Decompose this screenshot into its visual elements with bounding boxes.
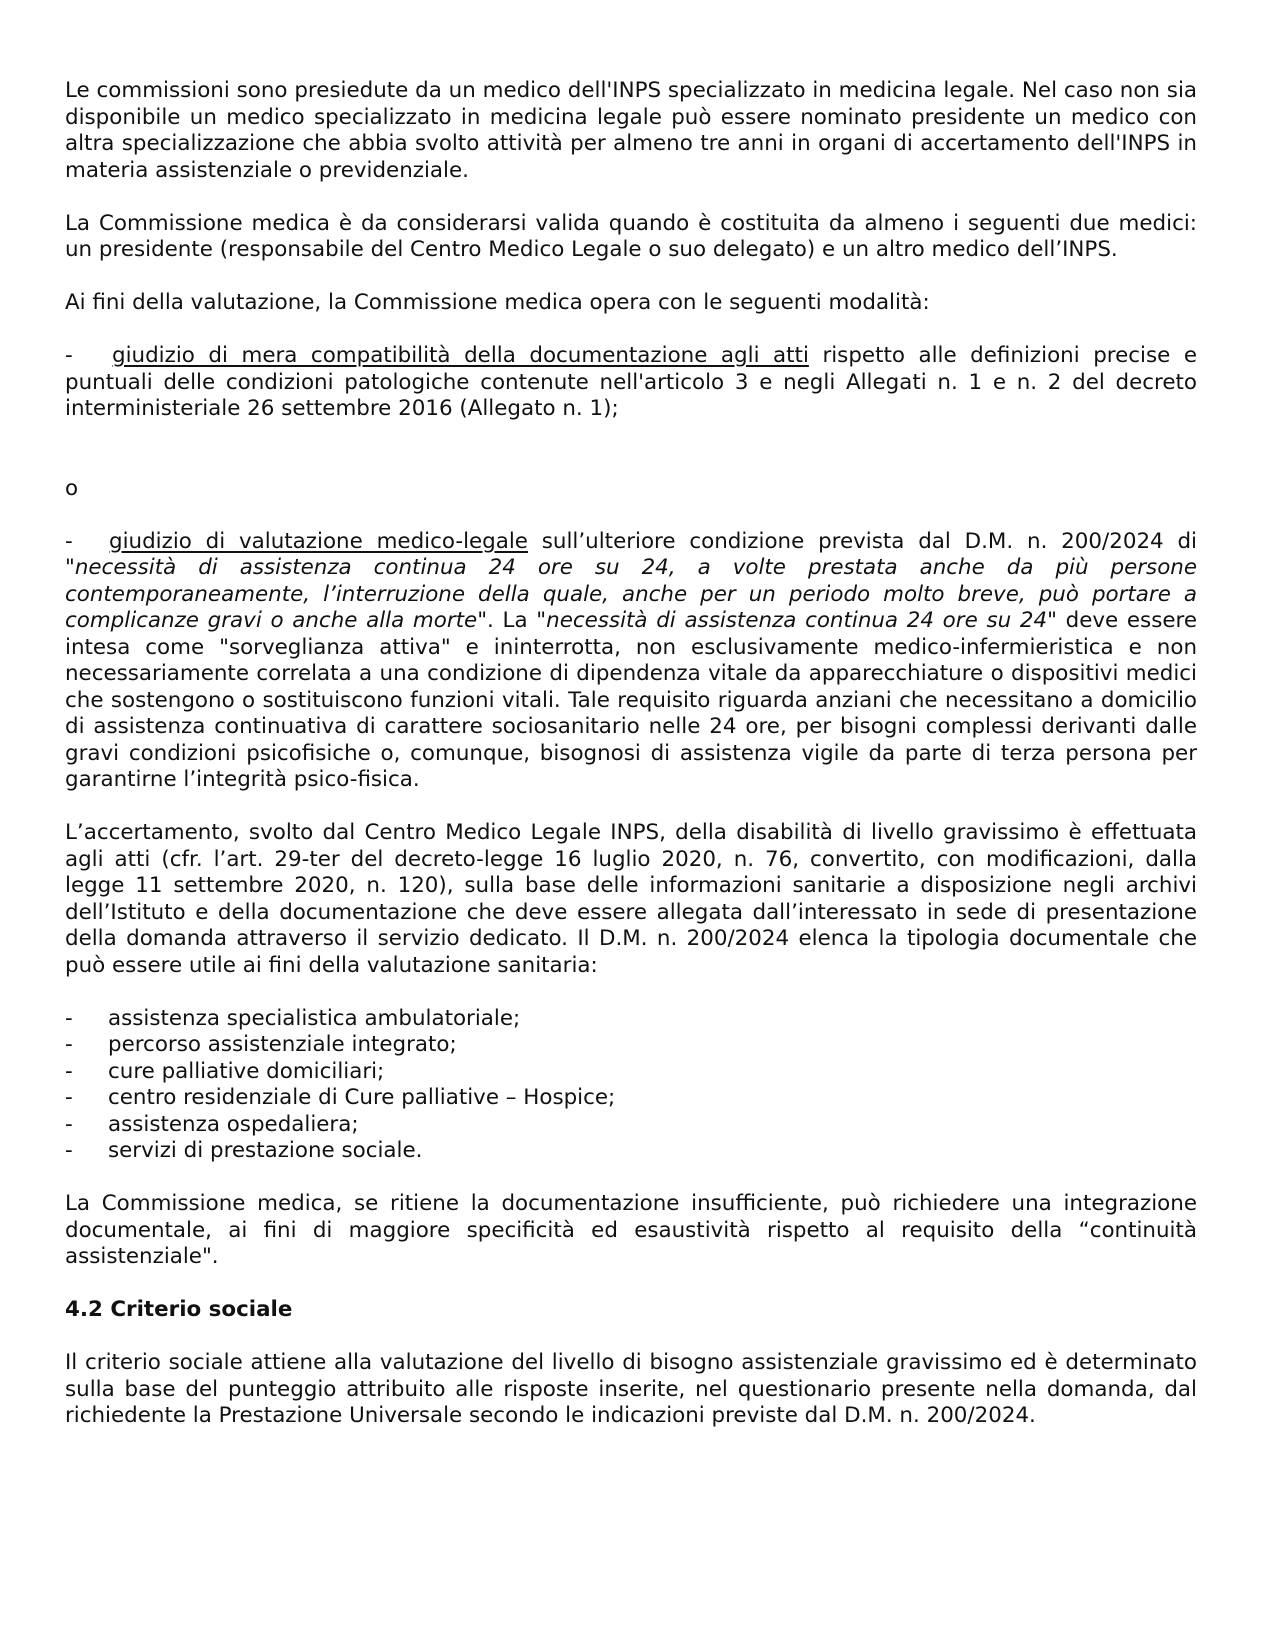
list-dash: - — [65, 528, 73, 554]
mode-compatibility-judgement — [65, 343, 1197, 423]
list-dash: - — [65, 1058, 73, 1084]
underlined-term: giudizio di mera compatibilità della documentazione agli atti — [112, 343, 809, 368]
list-dash: - — [65, 343, 73, 368]
list-dash: - — [65, 1085, 73, 1110]
italic-quote: necessità di assistenza continua 24 ore su 24, a volte prestata anche da più persone contemporaneamente, l’interruzione della quale, anche per un periodo molto breve, può portare a complicanze gravi o anche alla morte — [65, 555, 1197, 633]
paragraph-social-criterion: Il criterio sociale attiene alla valutazione del livello di bisogno assistenziale gravissimo ed è determinato sulla base del punteggio attribuito alle risposte inserite, nel questionario presente nella domanda, dal richiedente la Prestazione Universale secondo le indicazioni previste dal D.M. n. 200/2024. — [65, 1350, 1197, 1428]
paragraph-commission-validity: La Commissione medica è da considerarsi valida quando è costituita da almeno i seguenti due medici: un presidente (responsabile del Centro Medico Legale o suo delegato) e un altro medico dell’INPS. — [65, 210, 1197, 262]
mode-text: " deve essere intesa come "sorveglianza attiva" e ininterrotta, non esclusivamente medico-infermieristica e non necessariamente correlata a una condizione di dipendenza vitale da apparecchiature o dispositivi medici che sostengono o sostituiscono funzioni vitali. Tale requisito riguarda anziani che necessitano a domicilio di assistenza continuativa di carattere sociosanitario nelle 24 ore, per bisogni complessi derivanti dalle gravi condizioni psicofisiche o, comunque, bisognosi di assistenza vigile da parte di terza persona per garantirne l’integrità psico-fisica. — [65, 608, 1197, 792]
list-dash: - — [65, 1138, 73, 1163]
mode-text: rispetto alle definizioni precise e puntuali delle condizioni patologiche contenute nell'articolo 3 e negli Allegati n. 1 e n. 2 del decreto interministeriale 26 settembre 2016 (Allegato n. 1); — [65, 343, 1197, 421]
mode-text: ". La " — [477, 608, 547, 633]
mode-text: sull’ulteriore condizione prevista dal D.M. n. 200/2024 di " — [65, 528, 1198, 580]
list-dash: - — [65, 1005, 73, 1031]
list-item — [65, 1006, 1197, 1033]
list-dash: - — [65, 1111, 73, 1137]
list-item — [65, 1138, 1197, 1165]
paragraph-integration-request: La Commissione medica, se ritiene la documentazione insufficiente, può richiedere una integrazione documentale, ai fini di maggiore specificità ed esaustività rispetto al requisito della “continuità assistenziale". — [65, 1191, 1197, 1269]
list-item — [65, 1085, 1197, 1112]
list-dash: - — [65, 1032, 73, 1057]
paragraph-commissions-chair: Le commissioni sono presiedute da un medico dell'INPS specializzato in medicina legale. Nel caso non sia disponibile un medico specializzato in medicina legale può essere nominato presidente un medico con altra specializzazione che abbia svolto attività per almeno tre anni in organi di accertamento dell'INPS in materia assistenziale o previdenziale. — [65, 78, 1197, 183]
list-item-text: centro residenziale di Cure palliative – Hospice; — [108, 1085, 616, 1110]
paragraph-evaluation-intro: Ai fini della valutazione, la Commissione medica opera con le seguenti modalità: — [65, 290, 930, 315]
or-separator: o — [65, 475, 79, 501]
documentation-type-list — [65, 1006, 1197, 1165]
italic-quote: necessità di assistenza continua 24 ore su 24 — [546, 608, 1048, 633]
section-heading: 4.2 Criterio sociale — [65, 1297, 293, 1322]
list-item — [65, 1112, 1197, 1139]
list-item-text: percorso assistenziale integrato; — [108, 1032, 457, 1057]
list-item — [65, 1059, 1197, 1086]
list-item-text: assistenza ospedaliera; — [108, 1111, 359, 1137]
underlined-term: giudizio di valutazione medico-legale — [109, 528, 528, 554]
list-item — [65, 1032, 1197, 1059]
paragraph-assessment: L’accertamento, svolto dal Centro Medico Legale INPS, della disabilità di livello gravissimo è effettuata agli atti (cfr. l’art. 29-ter del decreto-legge 16 luglio 2020, n. 76, convertito, con modificazioni, dalla legge 11 settembre 2020, n. 120), sulla base delle informazioni sanitarie a disposizione negli archivi dell’Istituto e della documentazione che deve essere allegata dall’interessato in sede di presentazione della domanda attraverso il servizio dedicato. Il D.M. n. 200/2024 elenca la tipologia documentale che può essere utile ai fini della valutazione sanitaria: — [65, 820, 1197, 978]
mode-medico-legal-judgement — [65, 529, 1197, 794]
list-item-text: servizi di prestazione sociale. — [108, 1138, 423, 1163]
document-page — [65, 78, 1197, 1456]
list-item-text: cure palliative domiciliari; — [108, 1058, 385, 1084]
list-item-text: assistenza specialistica ambulatoriale; — [108, 1005, 521, 1031]
